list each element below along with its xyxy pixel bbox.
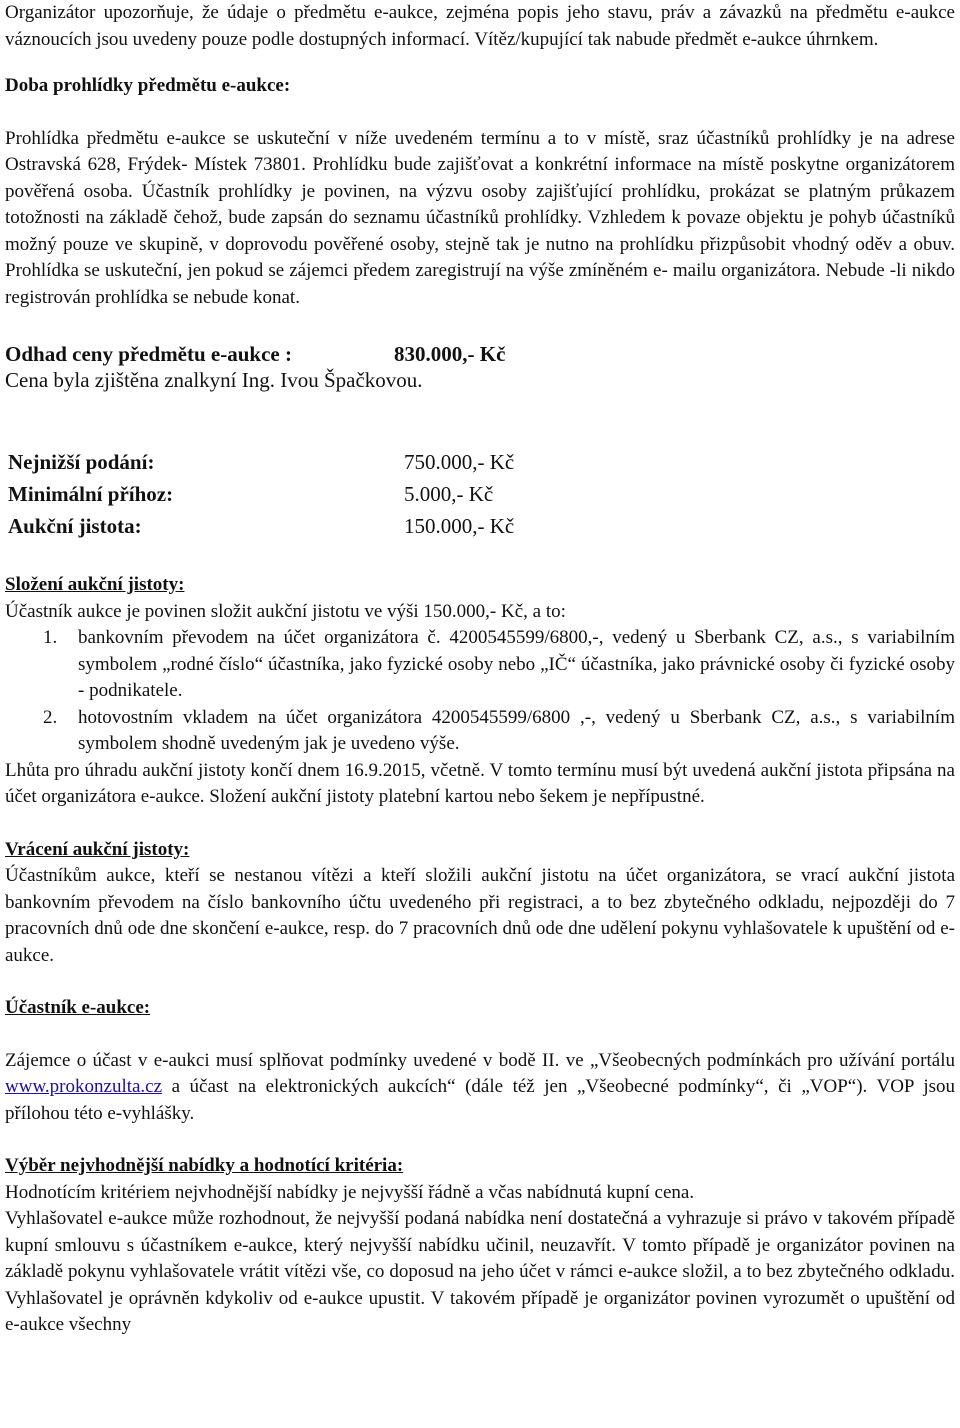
list-item-text: bankovním převodem na účet organizátora č. 4200545599/6800,-, vedený u Sberbank CZ, a.s., s variabilním symbolem „rodné číslo“ účastníka, jako fyzické osoby nebo „IČ“ účastníka, jako právnické osoby či fyzické osoby - podnikatele. <box>78 627 955 701</box>
term-row <box>8 510 955 542</box>
participant-text-after: a účast na elektronických aukcích“ (dále též jen „Všeobecné podmínky“, či „VOP“). VOP jsou přílohou této e-vyhlášky. <box>5 1076 955 1124</box>
price-estimate <box>5 341 955 367</box>
participant-paragraph <box>5 1048 955 1128</box>
term-row <box>8 446 955 478</box>
list-item-number: 2. <box>43 706 58 728</box>
term-value: 750.000,- Kč <box>404 450 515 474</box>
deposit-methods-list <box>5 625 955 758</box>
deposit-heading: Složení aukční jistoty: <box>5 574 185 595</box>
refund-heading: Vrácení aukční jistoty: <box>5 838 190 860</box>
deposit-intro: Účastník aukce je povinen složit aukční jistotu ve výši 150.000,- Kč, a to: <box>5 600 566 622</box>
estimate-label: Odhad ceny předmětu e-aukce : <box>5 342 292 366</box>
refund-paragraph: Účastníkům aukce, kteří se nestanou vítězi a kteří složili aukční jistotu na účet organizátora, se vrací aukční jistota bankovním převodem na číslo bankovního účtu uvedeného při registraci, a to bez zbytečného odkladu, nejpozději do 7 pracovních dnů ode dne skončení e-aukce, resp. do 7 pracovních dnů ode dne udělení pokynu vyhlašovatele k upuštění od e-aukce. <box>5 865 955 966</box>
term-value: 150.000,- Kč <box>404 514 515 538</box>
intro-paragraph: Organizátor upozorňuje, že údaje o předmětu e-aukce, zejména popis jeho stavu, práv a závazků na předmětu e-aukce váznoucích jsou uvedeny pouze podle dostupných informací. Vítěz/kupující tak nabude předmět e-aukce úhrnkem. <box>5 2 955 50</box>
term-label: Aukční jistota: <box>8 514 142 538</box>
list-item <box>5 625 955 705</box>
portal-link[interactable]: www.prokonzulta.cz <box>5 1076 163 1097</box>
estimate-note: Cena byla zjištěna znalkyní Ing. Ivou Špačkovou. <box>5 368 423 392</box>
estimate-value: 830.000,- Kč <box>394 342 506 366</box>
selection-paragraph: Vyhlašovatel e-aukce může rozhodnout, že nejvyšší podaná nabídka není dostatečná a vyhrazuje si právo v takovém případě kupní smlouvu s účastníkem e-aukce, který nejvyšší nabídku učinil, neuzavřít. V tomto případě je organizátor povinen na základě pokynu vyhlašovatele vrátit vítězi vše, co doposud na jeho účet v rámci e-aukce složil, a to bez zbytečného odkladu. Vyhlašovatel je oprávněn kdykoliv od e-aukce upustit. V takovém případě je organizátor povinen vyrozumět o upuštění od e-aukce všechny <box>5 1208 955 1335</box>
auction-terms <box>8 446 955 542</box>
participant-text-before: Zájemce o účast v e-aukci musí splňovat podmínky uvedené v bodě II. ve „Všeobecných podmínkách pro užívání portálu <box>5 1049 955 1071</box>
term-label: Minimální příhoz: <box>8 482 174 506</box>
list-item-text: hotovostním vkladem na účet organizátora 4200545599/6800 ,-, vedený u Sberbank CZ, a.s., s variabilním symbolem shodně uvedeným jak je uvedeno výše. <box>78 706 955 754</box>
document-page <box>5 0 955 1339</box>
deposit-deadline: Lhůta pro úhradu aukční jistoty končí dnem 16.9.2015, včetně. V tomto termínu musí být uvedená aukční jistota připsána na účet organizátora e-aukce. Složení aukční jistoty platební kartou nebo šekem je nepřípustné. <box>5 759 955 807</box>
term-value: 5.000,- Kč <box>404 482 494 506</box>
term-label: Nejnižší podání: <box>8 450 155 474</box>
inspection-heading: Doba prohlídky předmětu e-aukce: <box>5 75 291 96</box>
list-item <box>5 705 955 758</box>
list-item-number: 1. <box>43 627 58 648</box>
selection-heading: Výběr nejvhodnější nabídky a hodnotící kritéria: <box>5 1155 404 1176</box>
inspection-paragraph: Prohlídka předmětu e-aukce se uskuteční v níže uvedeném termínu a to v místě, sraz účastníků prohlídky je na adrese Ostravská 628, Frýdek- Místek 73801. Prohlídku bude zajišťovat a konkrétní informace na místě poskytne organizátorem pověřená osoba. Účastník prohlídky je povinen, na výzvu osoby zajišťující prohlídku, prokázat se platným průkazem totožnosti na základě čehož, bude zapsán do seznamu účastníků prohlídky. Vzhledem k povaze objektu je pohyb účastníků možný pouze ve skupině, v doprovodu pověřené osoby, stejně tak je nutno na prohlídku přizpůsobit vhodný oděv a obuv. Prohlídka se uskuteční, jen pokud se zájemci předem zaregistrují na výše zmíněném e- mailu organizátora. Nebude -li nikdo registrován prohlídka se nebude konat. <box>5 127 955 308</box>
term-row <box>8 478 955 510</box>
participant-heading: Účastník e-aukce: <box>5 997 151 1018</box>
selection-criterion: Hodnotícím kritériem nejvhodnější nabídky je nejvyšší řádně a včas nabídnutá kupní cena. <box>5 1181 695 1203</box>
